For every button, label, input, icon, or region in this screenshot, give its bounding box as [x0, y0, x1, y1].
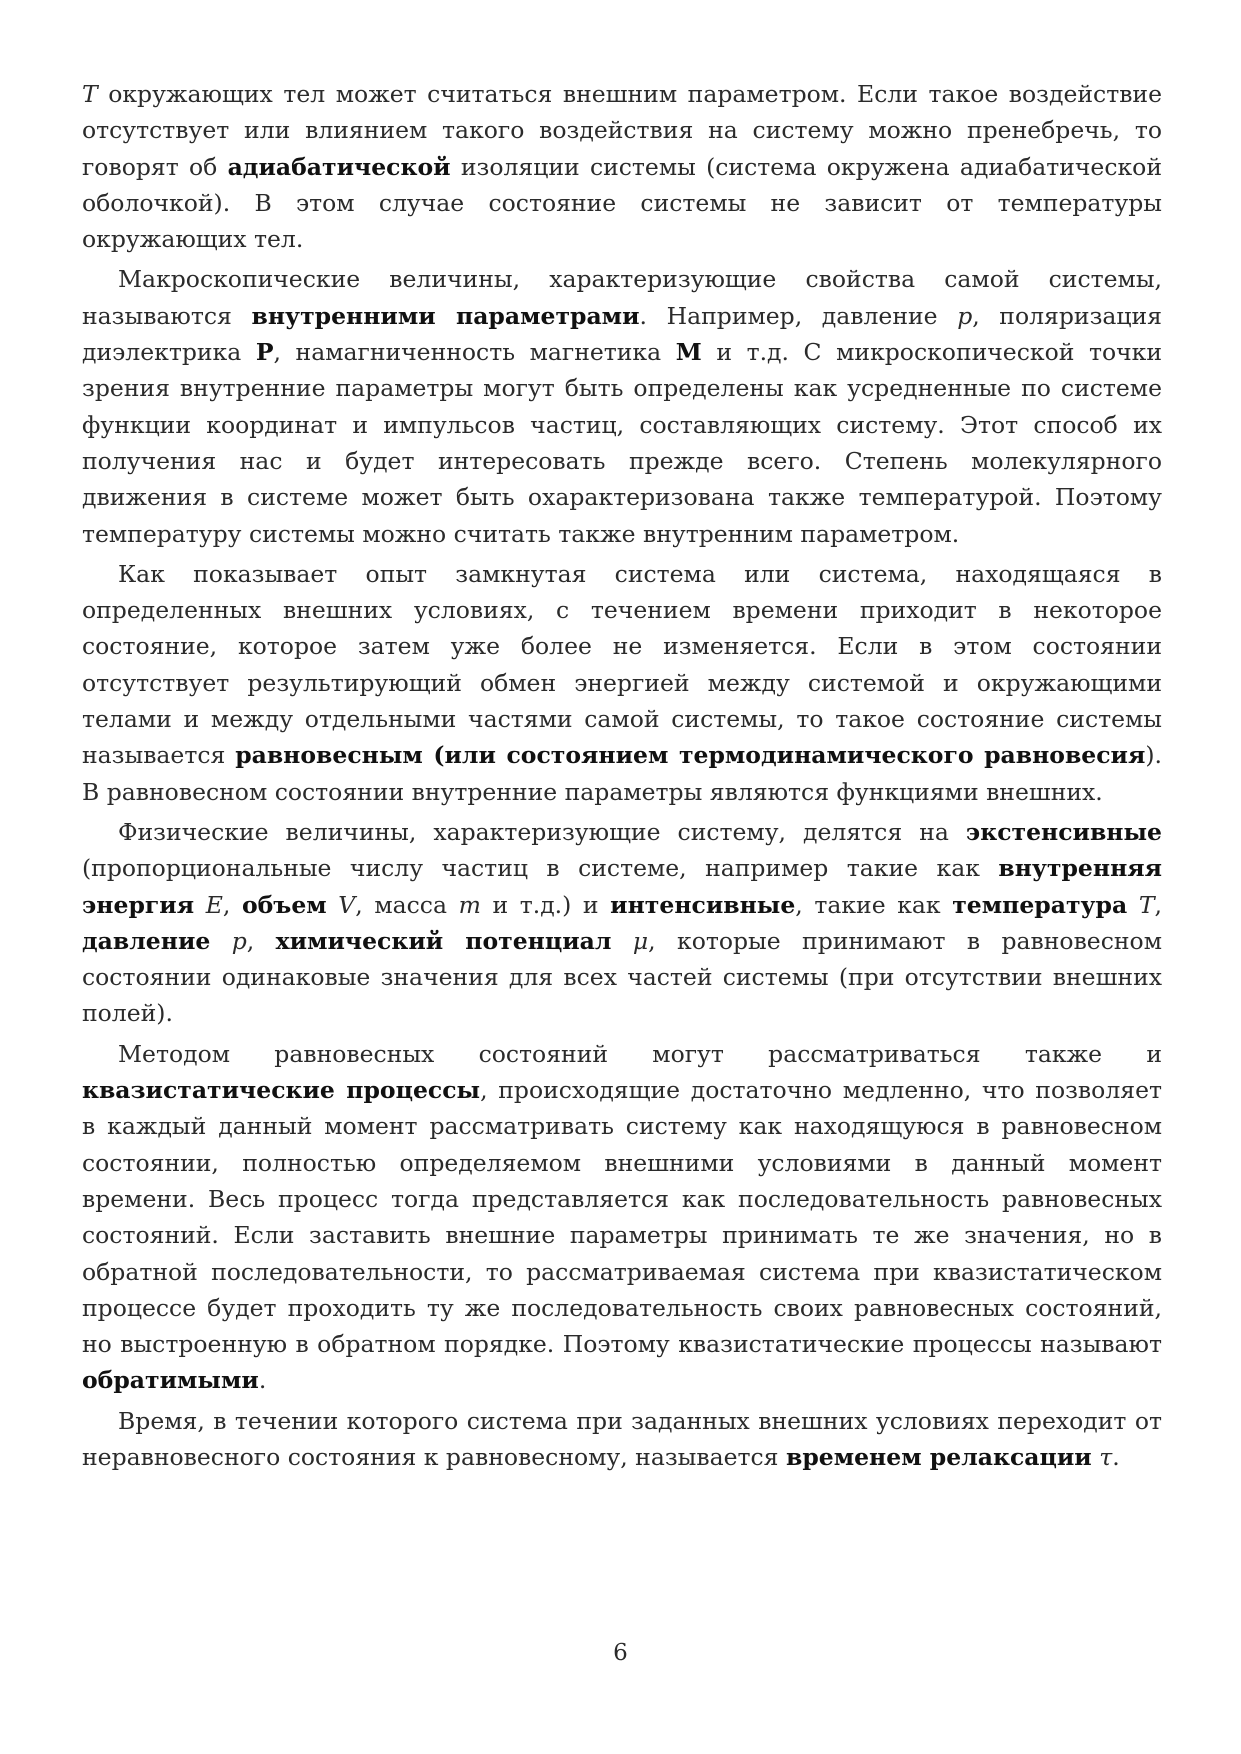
text-run: [1127, 891, 1139, 919]
term-pressure: давление: [82, 926, 211, 955]
term-extensive: экстенсивные: [965, 817, 1162, 846]
text-run: ,: [222, 890, 242, 919]
text-run: , масса: [355, 890, 459, 919]
text-run: Время, в течении которого система при заданных внешних условиях переходит от неравновесного состояния к равновесному, называется: [82, 1406, 1162, 1471]
term-internal-parameters: внутренними параметрами: [251, 301, 640, 330]
text-run: (пропорциональные числу частиц в системе, например такие как: [82, 854, 999, 883]
text-run: изоляции системы (система окружена адиабатической оболочкой). В этом случае состояние системы не зависит от температуры окружающих тел.: [82, 152, 1162, 254]
term-relaxation-time: временем релаксации: [785, 1442, 1092, 1471]
text-run: . Например, давление: [639, 301, 958, 330]
text-run: ,: [1154, 890, 1162, 919]
term-internal-energy: внутренняя энергия: [82, 854, 1162, 919]
text-run: Макроскопические величины, характеризующие свойства самой системы, называются: [82, 265, 1162, 330]
term-reversible: обратимыми: [82, 1366, 259, 1395]
text-run: , происходящие достаточно медленно, что позволяет в каждый данный момент рассматривать систему как находящуюся в равновесном состоянии, полностью определяемом внешними условиями в данный момент времени. Весь процесс тогда представляется как последовательность равновесных состояний. Если заставить внешние параметры принимать те же значения, но в обратной последовательности, то рассматриваемая система при квазистатическом процессе будет проходить ту же последовательность своих равновесных состояний, но выстроенную в обратном порядке. Поэтому квазистатические процессы называют: [82, 1076, 1162, 1359]
text-run: .: [258, 1366, 267, 1395]
text-run: [210, 927, 231, 955]
math-symbol: p: [231, 926, 247, 955]
text-run: окружающих тел может считаться внешним параметром. Если такое воздействие отсутствует или влиянием такого воздействия на систему можно пренебречь, то говорят об: [82, 80, 1162, 181]
text-run: ,: [246, 926, 276, 955]
text-run: Физические величины, характеризующие систему, делятся на: [118, 817, 966, 846]
paragraph-5: [82, 1036, 1162, 1399]
text-run: , поляризация диэлектрика: [82, 301, 1163, 367]
text-run: .: [1112, 1442, 1120, 1471]
paragraph-4: [82, 814, 1162, 1032]
math-symbol: T: [82, 80, 98, 108]
math-symbol: V: [338, 890, 356, 919]
term-intensive: интенсивные: [610, 890, 796, 919]
math-symbol: τ: [1099, 1442, 1113, 1471]
text-run: , намагниченность магнетика: [273, 338, 676, 367]
paragraph-1: [82, 76, 1162, 257]
math-vector-symbol: M: [675, 338, 702, 367]
paragraph-3: [82, 556, 1162, 810]
text-run: , такие как: [795, 890, 953, 919]
term-equilibrium: равновесным (или состоянием термодинамического равновесия: [235, 741, 1146, 770]
math-symbol: m: [458, 890, 481, 919]
term-quasistatic-processes: квазистатические процессы: [82, 1076, 481, 1105]
text-run: [327, 891, 339, 919]
math-symbol: μ: [632, 926, 649, 955]
text-run: [611, 927, 632, 955]
text-run: и т.д. С микроскопической точки зрения внутренние параметры могут быть определены как усредненные по системе функции координат и импульсов частиц, составляющих систему. Этот способ их получения нас и будет интересовать прежде всего. Степень молекулярного движения в системе может быть охарактеризована также температурой. Поэтому температуру системы можно считать также внутренним параметром.: [82, 338, 1162, 548]
term-adiabatic: адиабатической: [227, 152, 451, 181]
text-run: [194, 891, 206, 919]
math-symbol: E: [205, 890, 223, 919]
text-run: , которые принимают в равновесном состоянии одинаковые значения для всех частей системы (при отсутствии внешних полей).: [82, 926, 1162, 1028]
math-vector-symbol: P: [255, 338, 274, 367]
text-run: Как показывает опыт замкнутая система или система, находящаяся в определенных внешних условиях, с течением времени приходит в некоторое состояние, которое затем уже более не изменяется. Если в этом состоянии отсутствует результирующий обмен энергией между системой и окружающими телами и между отдельными частями самой системы, то такое состояние системы называется: [82, 559, 1162, 770]
term-chemical-potential: химический потенциал: [275, 926, 612, 955]
math-symbol: p: [957, 301, 973, 330]
page-number: 6: [613, 1640, 628, 1666]
term-temperature: температура: [952, 890, 1128, 919]
math-symbol: T: [1138, 890, 1155, 919]
body-text: [82, 76, 1162, 1479]
text-run: ). В равновесном состоянии внутренние параметры являются функциями внешних.: [82, 741, 1162, 806]
term-volume: объем: [241, 890, 327, 919]
paragraph-2: [82, 261, 1162, 551]
text-run: и т.д.) и: [480, 890, 611, 919]
paragraph-6: [82, 1403, 1162, 1476]
text-run: Методом равновесных состояний могут рассматриваться также и: [118, 1039, 1162, 1068]
